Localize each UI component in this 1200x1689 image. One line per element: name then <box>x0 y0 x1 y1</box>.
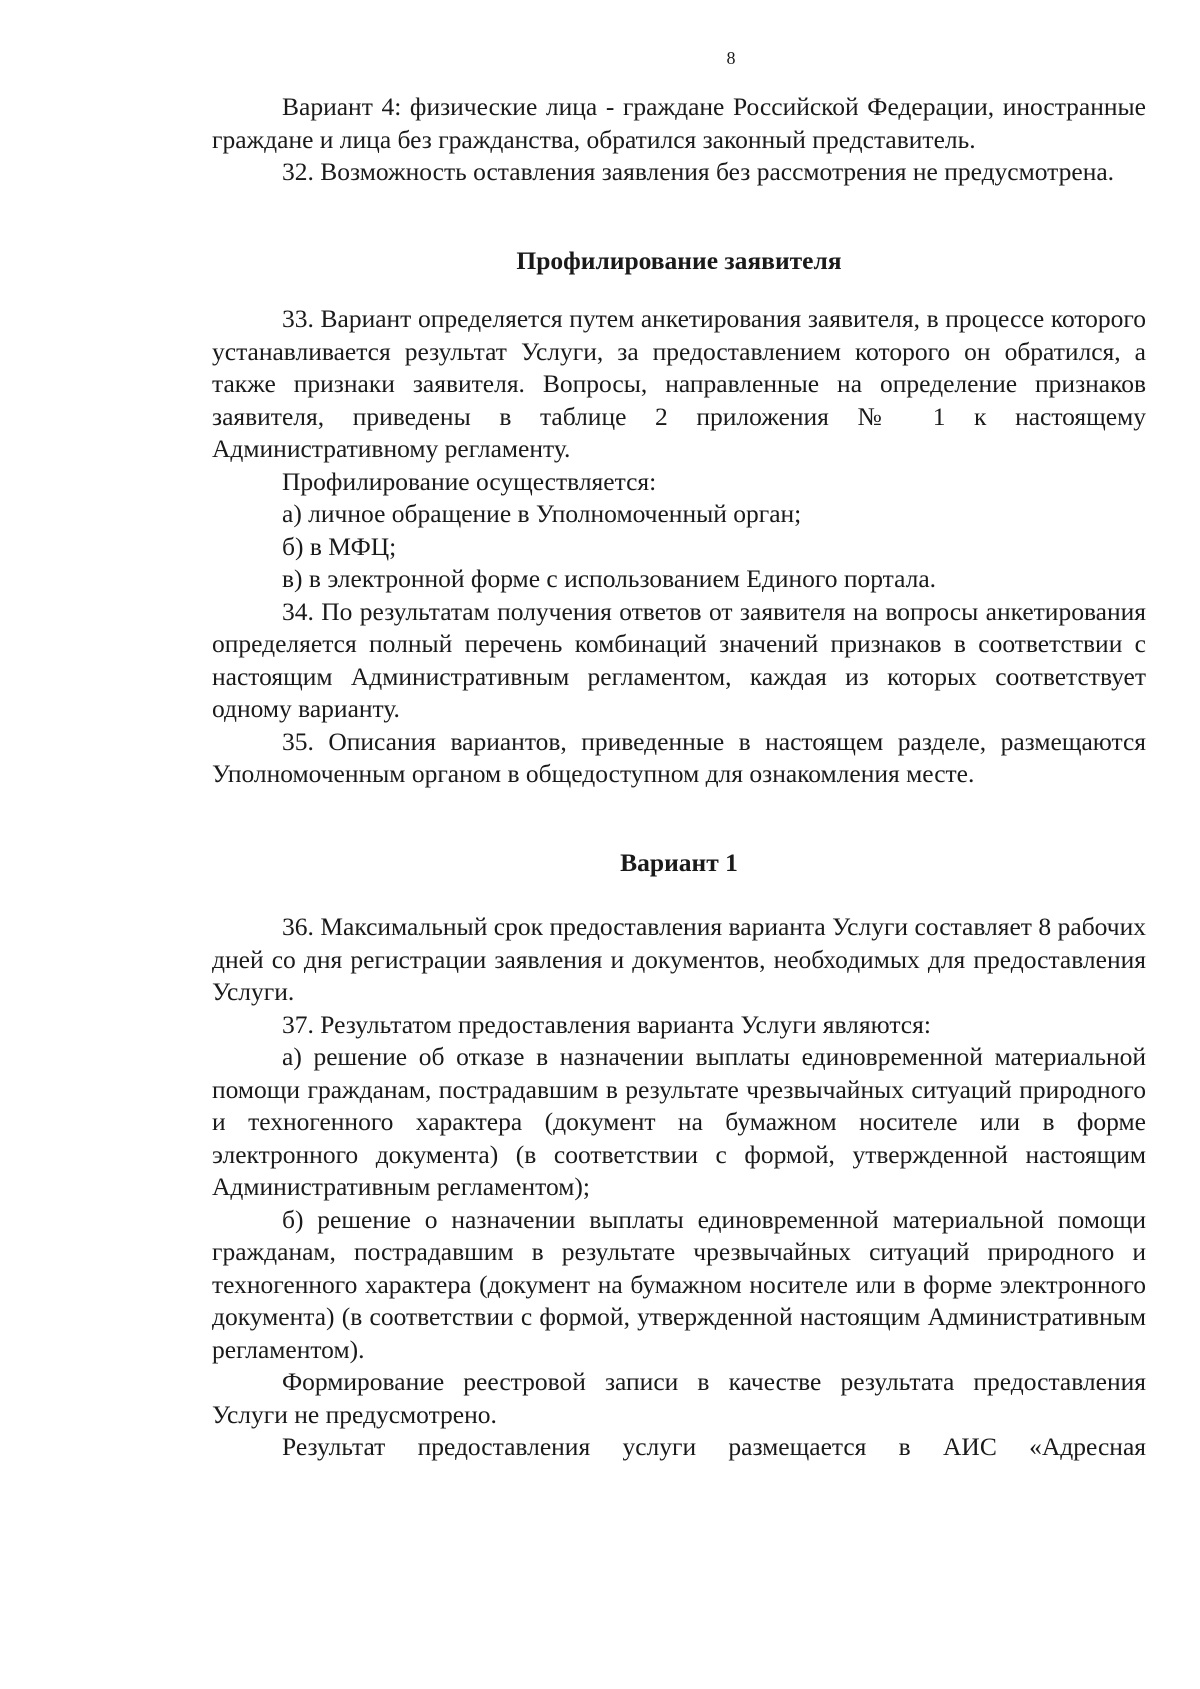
section-heading-variant-1: Вариант 1 <box>620 847 738 877</box>
paragraph-32: 32. Возможность оставления заявления без рассмотрения не предусмотрена. <box>282 157 1115 186</box>
paragraph-variant-4: Вариант 4: физические лица - граждане Российской Федерации, иностранные граждане и лица без гражданства, обратился законный представитель. <box>212 92 1146 154</box>
paragraph-35: 35. Описания вариантов, приведенные в настоящем разделе, размещаются Уполномоченным органом в общедоступном для ознакомления месте. <box>212 726 1146 788</box>
result-item-b: б) решение о назначении выплаты единовременной материальной помощи гражданам, пострадавшим в результате чрезвычайных ситуаций природного и техногенного характера (документ на бумажном носителе или в форме электронного документа) (в соответствии с формой, утвержденной настоящим Административным регламентом). <box>212 1204 1146 1364</box>
page-number: 8 <box>726 48 736 68</box>
paragraph-33: 33. Вариант определяется путем анкетирования заявителя, в процессе которого устанавливается результат Услуги, за предоставлением которого он обратился, а также признаки заявителя. Вопросы, направленные на определение признаков заявителя, приведены в таблице 2 приложения № 1 к настоящему Административному регламенту. <box>212 304 1146 463</box>
list-item-b: б) в МФЦ; <box>282 531 397 561</box>
paragraph-registry-record: Формирование реестровой записи в качестве результата предоставления Услуги не предусмотрено. <box>212 1367 1146 1429</box>
list-item-a: а) личное обращение в Уполномоченный орган; <box>282 499 802 528</box>
paragraph-34: 34. По результатам получения ответов от заявителя на вопросы анкетирования определяется полный перечень комбинаций значений признаков в соответствии с настоящим Административным регламентом, каждая из которых соответствует одному варианту. <box>212 596 1146 723</box>
paragraph-37: 37. Результатом предоставления варианта Услуги являются: <box>282 1009 931 1039</box>
result-item-a: а) решение об отказе в назначении выплаты единовременной материальной помощи гражданам, пострадавшим в результате чрезвычайных ситуаций природного и техногенного характера (документ на бумажном носителе или в форме электронного документа) (в соответствии с формой, утвержденной настоящим Административным регламентом); <box>212 1042 1146 1201</box>
section-heading-profiling: Профилирование заявителя <box>516 245 842 275</box>
paragraph-profiling-intro: Профилирование осуществляется: <box>282 466 657 496</box>
paragraph-36: 36. Максимальный срок предоставления варианта Услуги составляет 8 рабочих дней со дня регистрации заявления и документов, необходимых для предоставления Услуги. <box>212 912 1146 1006</box>
paragraph-result-placement: Результат предоставления услуги размещается в АИС «Адресная <box>282 1432 1146 1461</box>
list-item-v: в) в электронной форме с использованием Единого портала. <box>282 564 937 593</box>
